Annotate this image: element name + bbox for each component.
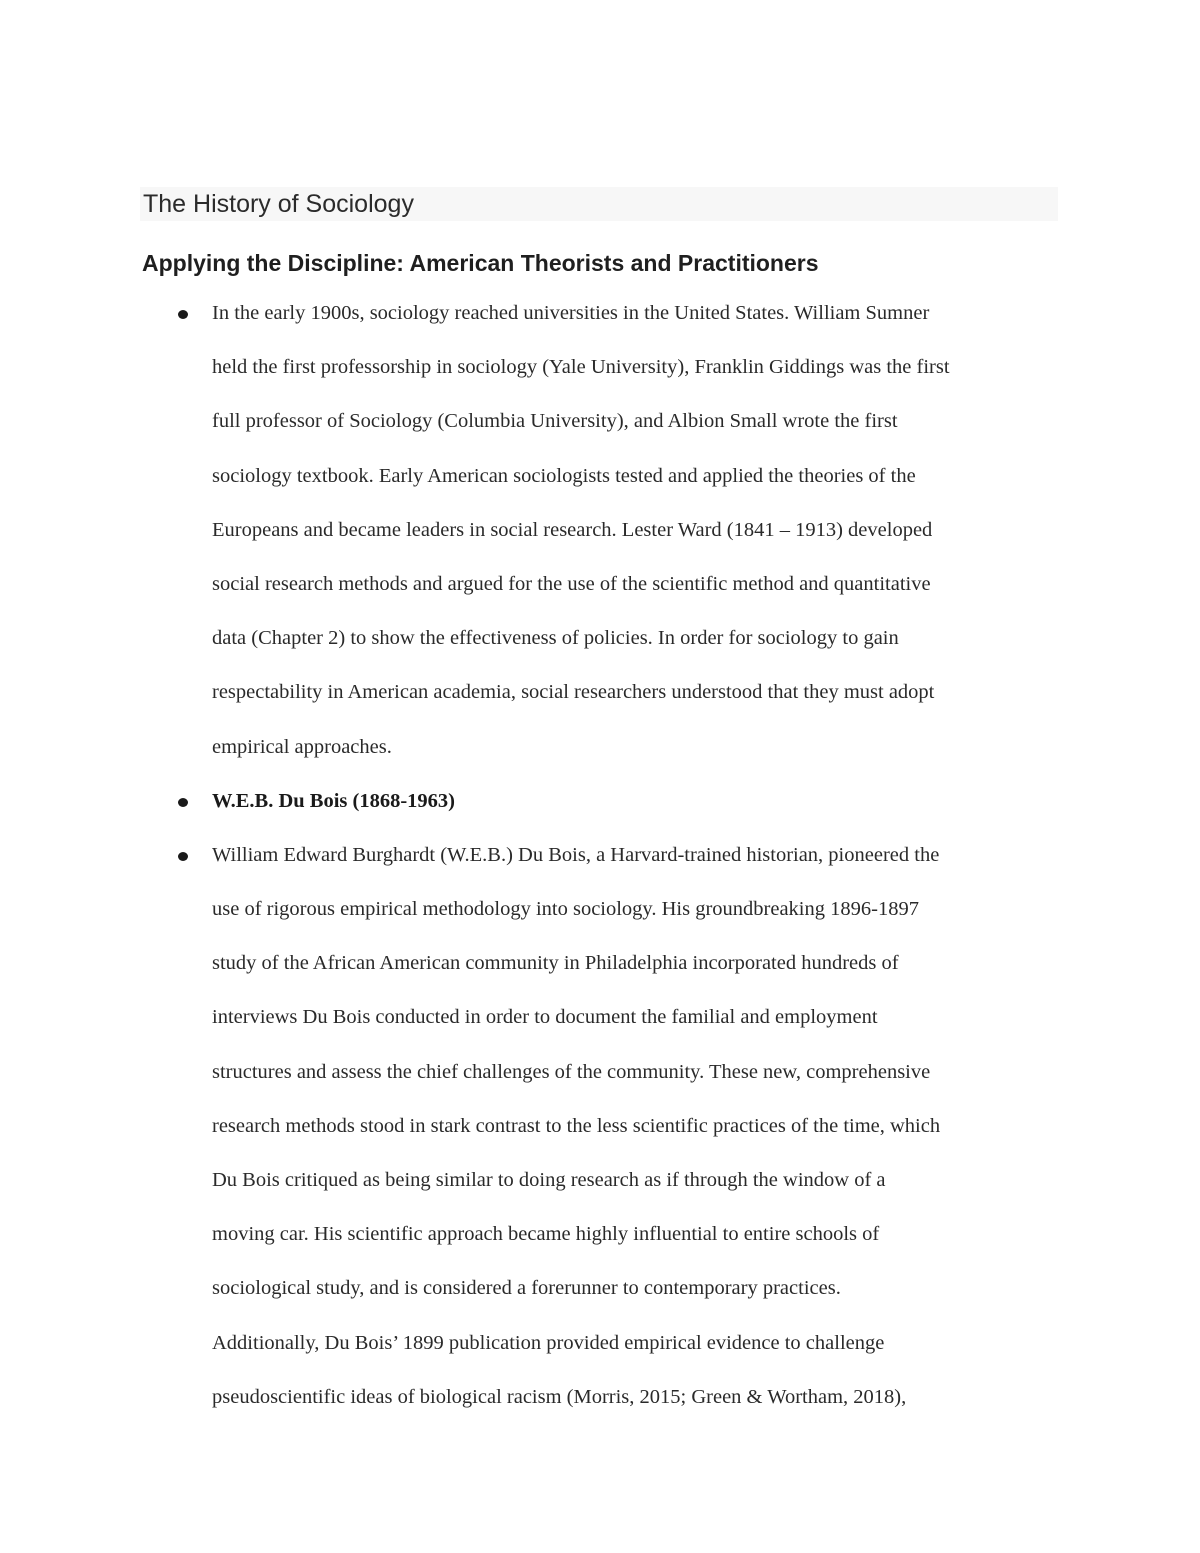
paragraph-line: In the early 1900s, sociology reached universities in the United States. William Sumner — [212, 302, 930, 324]
document-title: The History of Sociology — [140, 187, 1058, 221]
list-item — [0, 286, 1200, 774]
paragraph-line: structures and assess the chief challenges of the community. These new, comprehensive — [212, 1060, 931, 1083]
list-item — [0, 828, 1200, 1424]
paragraph-line: social research methods and argued for the use of the scientific method and quantitative — [212, 572, 931, 595]
bullet-list — [0, 286, 1200, 1424]
bullet-paragraph — [212, 828, 1072, 1424]
paragraph-line: William Edward Burghardt (W.E.B.) Du Bois, a Harvard-trained historian, pioneered the — [212, 843, 940, 866]
paragraph-line: respectability in American academia, social researchers understood that they must adopt — [212, 681, 935, 704]
paragraph-line: pseudoscientific ideas of biological racism (Morris, 2015; Green & Wortham, 2018), — [212, 1385, 907, 1408]
paragraph-line: use of rigorous empirical methodology into sociology. His groundbreaking 1896-1897 — [212, 898, 919, 921]
bullet-icon — [178, 852, 188, 861]
bullet-paragraph — [212, 286, 1072, 774]
paragraph-line: empirical approaches. — [212, 735, 392, 758]
paragraph-line: held the first professorship in sociology (Yale University), Franklin Giddings was the first — [212, 356, 950, 379]
bullet-icon — [178, 310, 188, 319]
paragraph-line: full professor of Sociology (Columbia University), and Albion Small wrote the first — [212, 410, 898, 433]
section-heading: Applying the Discipline: American Theorists and Practitioners — [142, 250, 819, 276]
paragraph-line: data (Chapter 2) to show the effectiveness of policies. In order for sociology to gain — [212, 627, 899, 650]
paragraph-line: Du Bois critiqued as being similar to doing research as if through the window of a — [212, 1169, 886, 1191]
paragraph-line: sociology textbook. Early American sociologists tested and applied the theories of the — [212, 464, 916, 487]
paragraph-line: Additionally, Du Bois’ 1899 publication provided empirical evidence to challenge — [212, 1331, 885, 1354]
bold-heading-line: W.E.B. Du Bois (1868-1963) — [212, 789, 455, 812]
bullet-heading — [212, 774, 1072, 828]
paragraph-line: sociological study, and is considered a forerunner to contemporary practices. — [212, 1277, 841, 1300]
bullet-icon — [178, 798, 188, 807]
paragraph-line: moving car. His scientific approach became highly influential to entire schools of — [212, 1223, 880, 1246]
list-item — [0, 774, 1200, 828]
paragraph-line: research methods stood in stark contrast to the less scientific practices of the time, which — [212, 1114, 941, 1137]
paragraph-line: study of the African American community in Philadelphia incorporated hundreds of — [212, 952, 899, 975]
paragraph-line: Europeans and became leaders in social research. Lester Ward (1841 – 1913) developed — [212, 518, 933, 541]
paragraph-line: interviews Du Bois conducted in order to document the familial and employment — [212, 1006, 878, 1029]
